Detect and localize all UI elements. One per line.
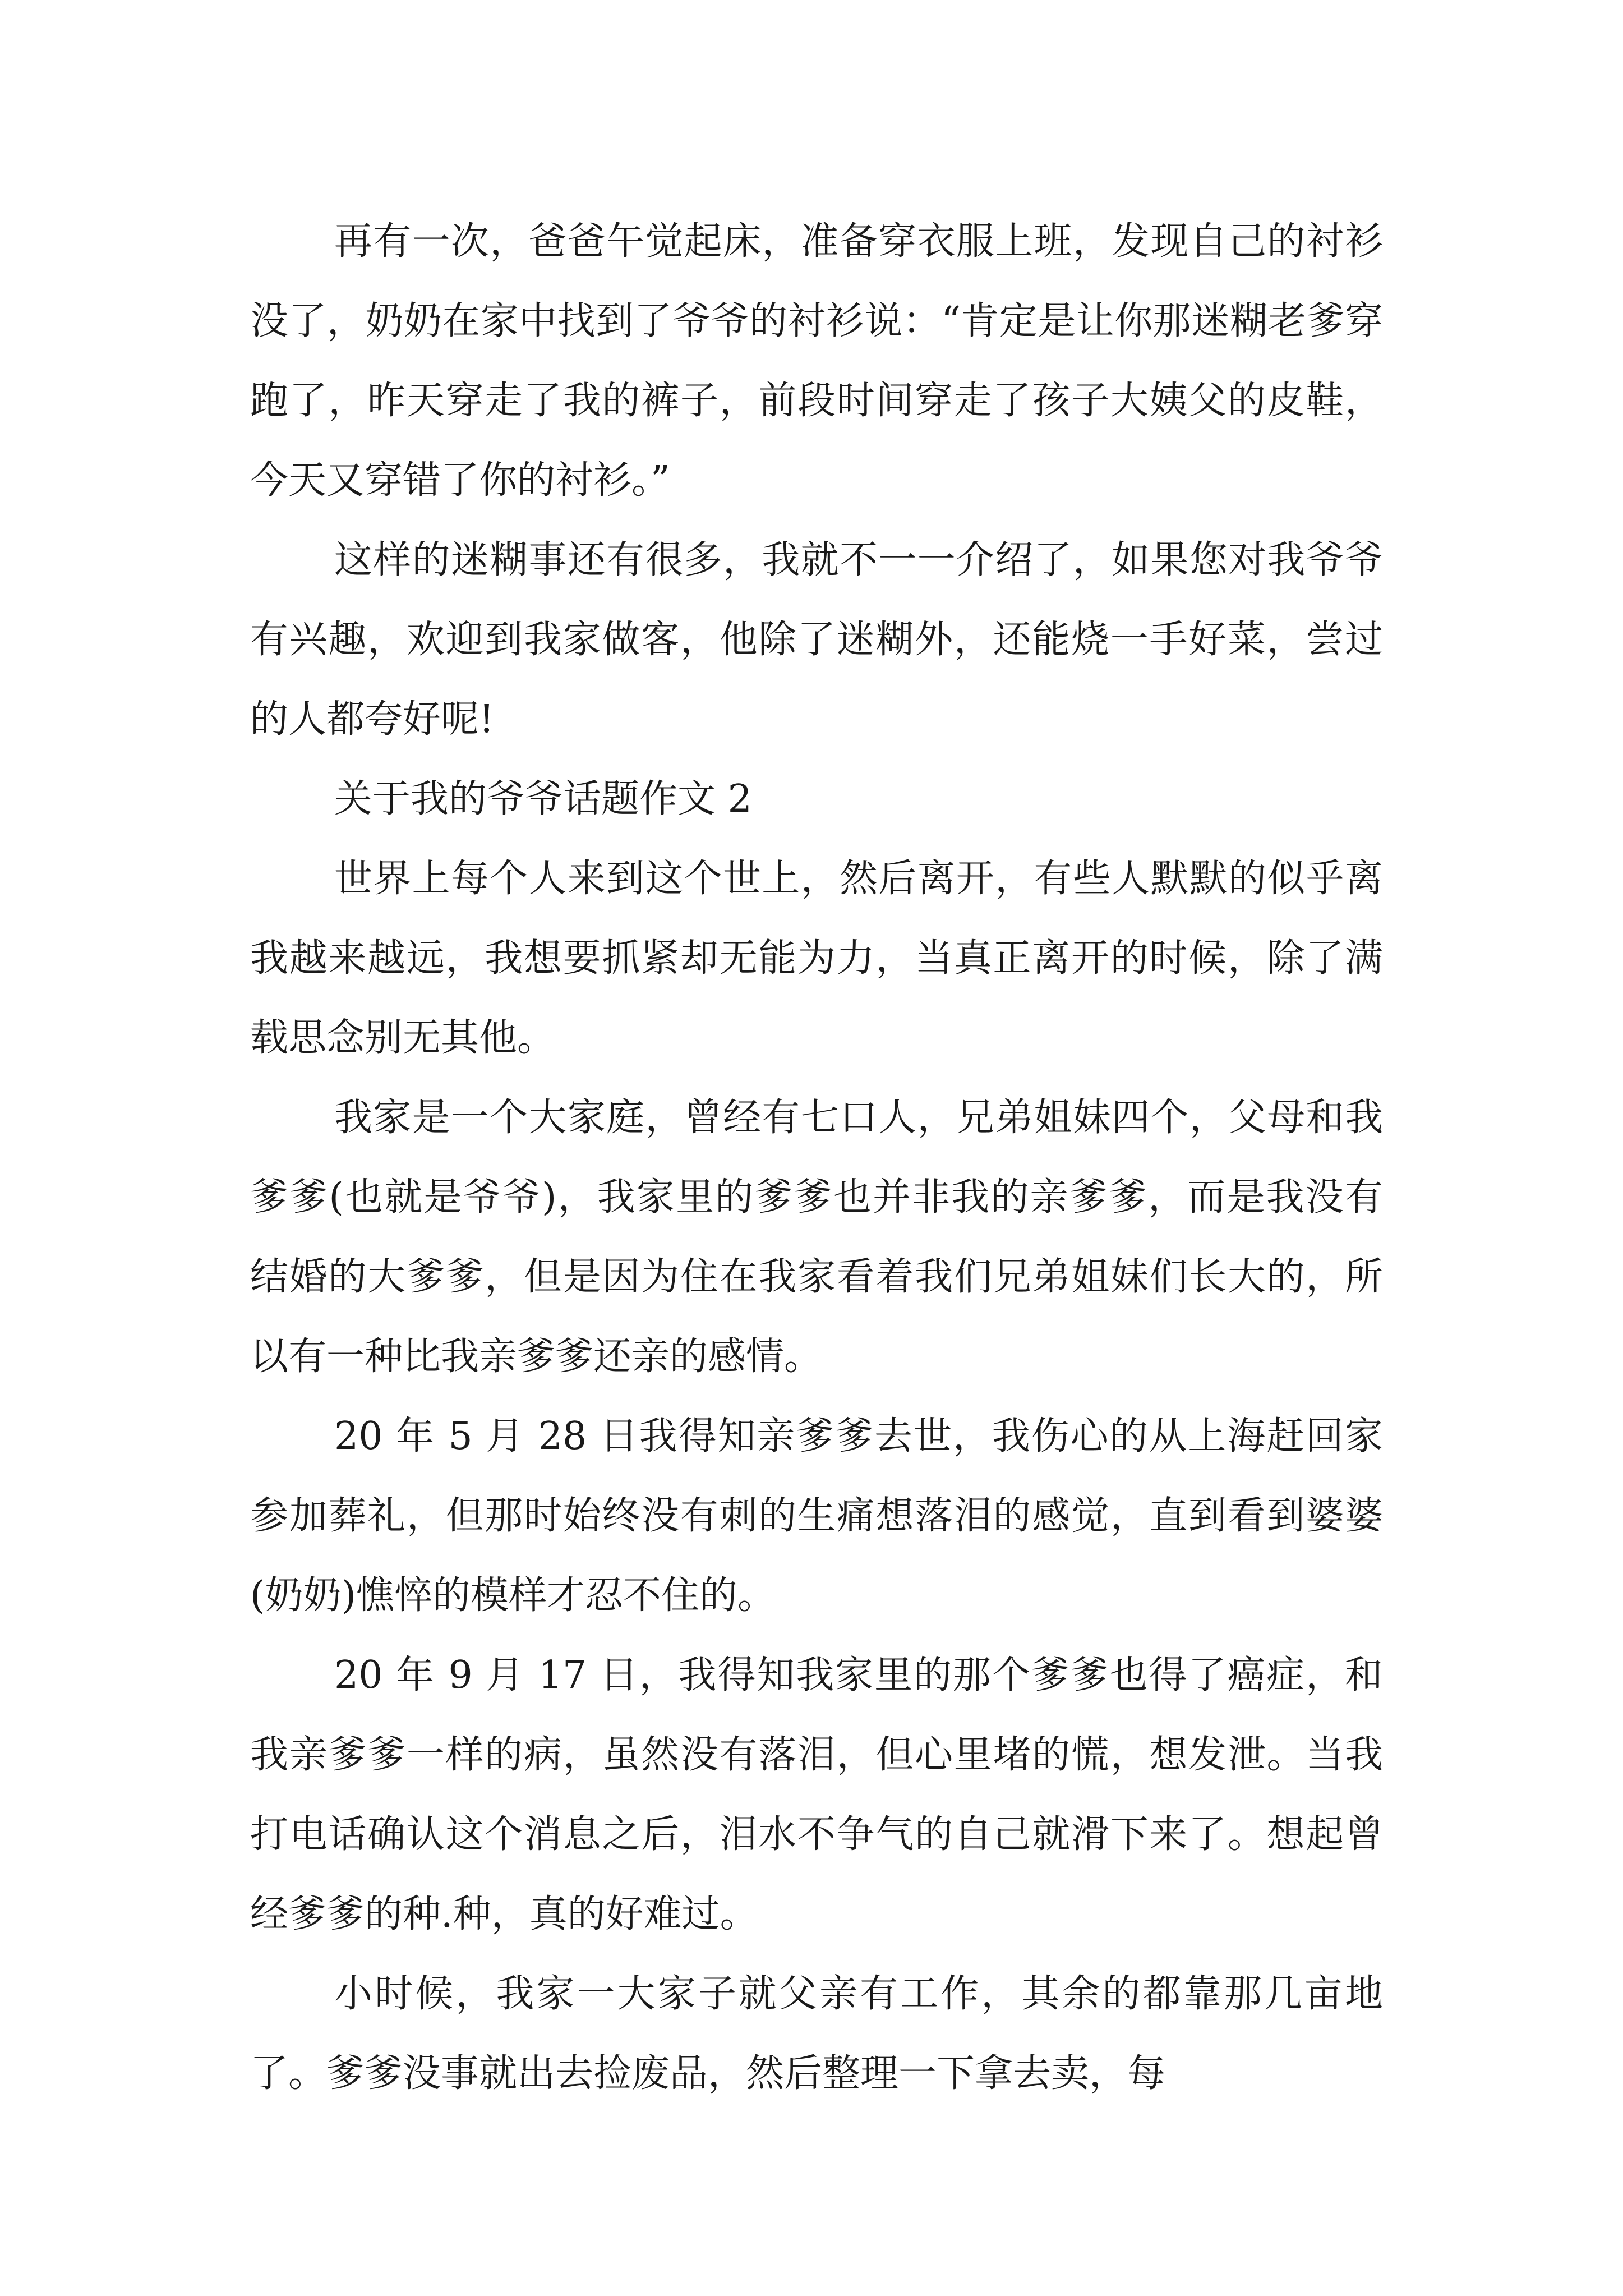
paragraph-world-departure: 世界上每个人来到这个世上，然后离开，有些人默默的似乎离我越来越远，我想要抓紧却无能为力，当真正离开的时候，除了满载思念别无其他。	[250, 857, 1383, 1060]
paragraph-shirt-mixup: 再有一次，爸爸午觉起床，准备穿衣服上班，发现自己的衬衫没了，奶奶在家中找到了爷爷的衬衫说：“肯定是让你那迷糊老爹穿跑了，昨天穿走了我的裤子，前段时间穿走了孩子大姨父的皮鞋，今天又穿错了你的衬衫。”	[250, 219, 1383, 503]
essay-2-title: 关于我的爷爷话题作文 2	[334, 777, 752, 821]
paragraph-big-family: 我家是一个大家庭，曾经有七口人，兄弟姐妹四个，父母和我爹爹(也就是爷爷)，我家里的爹爹也并非我的亲爹爹，而是我没有结婚的大爹爹，但是因为住在我家看着我们兄弟姐妹们长大的，所以有一种比我亲爹爹还亲的感情。	[250, 1096, 1383, 1379]
paragraph-may-28: 20 年 5 月 28 日我得知亲爹爹去世，我伤心的从上海赶回家参加葬礼，但那时始终没有刺的生痛想落泪的感觉，直到看到婆婆(奶奶)憔悴的模样才忍不住的。	[250, 1414, 1383, 1618]
paragraph-sept-17: 20 年 9 月 17 日，我得知我家里的那个爹爹也得了癌症，和我亲爹爹一样的病，虽然没有落泪，但心里堵的慌，想发泄。当我打电话确认这个消息之后，泪水不争气的自己就滑下来了。想起曾经爹爹的种.种，真的好难过。	[250, 1653, 1383, 1936]
paragraph-invitation: 这样的迷糊事还有很多，我就不一一介绍了，如果您对我爷爷有兴趣，欢迎到我家做客，他除了迷糊外，还能烧一手好菜，尝过的人都夸好呢!	[250, 538, 1383, 742]
paragraph-childhood: 小时候，我家一大家子就父亲有工作，其余的都靠那几亩地了。爹爹没事就出去捡废品，然后整理一下拿去卖，每	[250, 1972, 1383, 2096]
essay-body	[250, 202, 1383, 2114]
